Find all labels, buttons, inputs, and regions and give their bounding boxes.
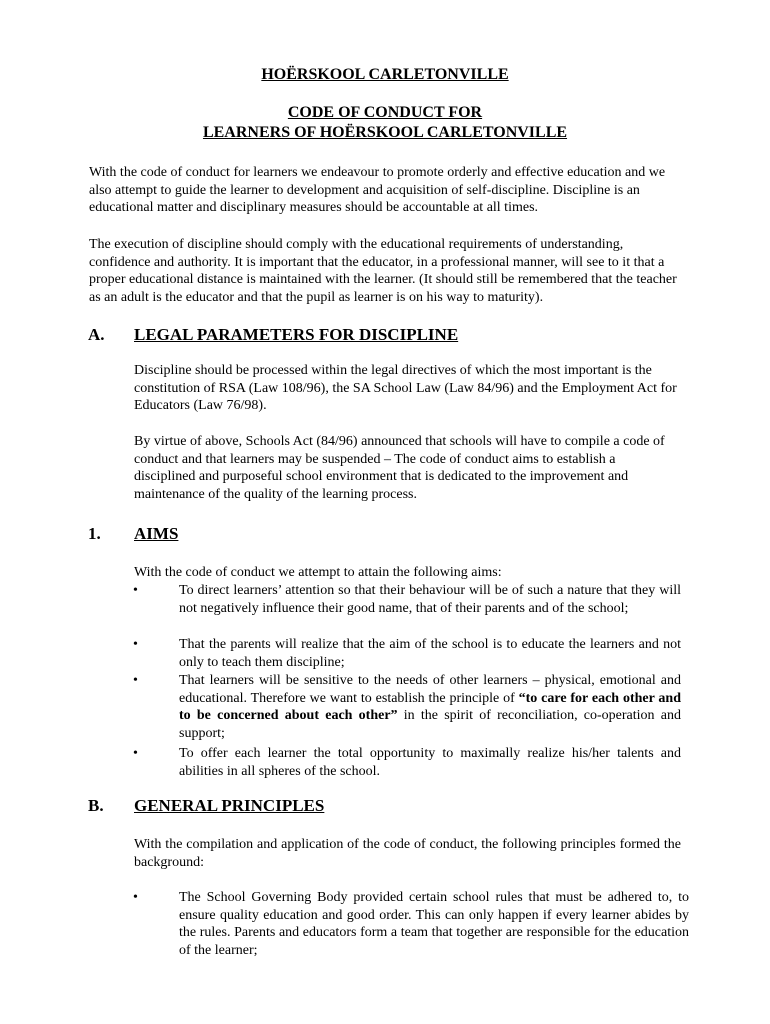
aim-bullet-2: [133, 636, 681, 671]
aim-bullet-3-text: [179, 672, 681, 742]
school-title: HOËRSKOOL CARLETONVILLE: [261, 66, 509, 83]
bullet-icon: •: [133, 746, 138, 761]
section-a-title: LEGAL PARAMETERS FOR DISCIPLINE: [134, 325, 459, 344]
principle-bullet-1-text: The School Governing Body provided certain school rules that must be adhered to, to ensure quality education and good order. This can only happen if every learner abides by the rules. Parents and educators form a team that together are responsible for the education of the learner;: [179, 890, 689, 958]
aim-bullet-2-text: That the parents will realize that the aim of the school is to educate the learners and not only to teach them discipline;: [179, 637, 681, 670]
principle-bullet-1: [133, 889, 689, 959]
bullet-icon: •: [133, 583, 138, 598]
section-a-number: A.: [88, 325, 105, 344]
intro-paragraph-1: With the code of conduct for learners we endeavour to promote orderly and effective education and we also attempt to guide the learner to development and acquisition of self-discipline. Discipline is an educational matter and disciplinary measures should be accountable at all times.: [89, 165, 666, 215]
section-a-paragraph-2: By virtue of above, Schools Act (84/96) announced that schools will have to compile a code of conduct and that learners may be suspended – The code of conduct aims to establish a disciplined and purposeful school environment that is dedicated to the improvement and maintenance of the quality of the learning process.: [134, 434, 665, 502]
section-1-title: AIMS: [134, 524, 179, 543]
aim-bullet-4: [133, 745, 681, 780]
bullet-icon: •: [133, 637, 138, 652]
section-b-intro: With the compilation and application of the code of conduct, the following principles formed the background:: [134, 837, 681, 870]
aim-bullet-3: [133, 672, 681, 742]
aim-bullet-1: [133, 582, 681, 617]
document-title-line-2: LEARNERS OF HOËRSKOOL CARLETONVILLE: [202, 124, 568, 141]
aim-bullet-3-emphasis: “to care for each other and to be concerned about each other”: [179, 690, 681, 723]
document-title-line-1: CODE OF CONDUCT FOR: [287, 104, 483, 121]
aim-bullet-4-text: To offer each learner the total opportunity to maximally realize his/her talents and abilities in all spheres of the school.: [179, 746, 681, 779]
bullet-icon: •: [133, 673, 138, 688]
section-a-paragraph-1: Discipline should be processed within the legal directives of which the most important is the constitution of RSA (Law 108/96), the SA School Law (Law 84/96) and the Employment Act for Educators (Law 76/98).: [134, 363, 677, 413]
aim-bullet-3-text-start: That learners will be sensitive to the needs of other learners – physical, emotional and educational. Therefore we want to establish the principle of: [179, 673, 681, 706]
section-b-title: GENERAL PRINCIPLES: [134, 796, 325, 815]
bullet-icon: •: [133, 890, 138, 905]
intro-paragraph-2: The execution of discipline should comply with the educational requirements of understanding, confidence and authority. It is important that the educator, in a professional manner, will see to it that a proper educational distance is maintained with the learner. (It should still be remembered that the teacher as an adult is the educator and that the pupil as learner is on his way to maturity).: [89, 237, 677, 305]
section-1-number: 1.: [88, 524, 101, 543]
section-b-number: B.: [88, 796, 104, 815]
aim-bullet-1-text: To direct learners’ attention so that their behaviour will be of such a nature that they will not negatively influence their good name, that of their parents and of the school;: [179, 583, 681, 616]
section-1-intro: With the code of conduct we attempt to attain the following aims:: [134, 565, 502, 580]
aim-bullet-3-text-end: in the spirit of reconciliation, co-operation and support;: [179, 708, 681, 741]
